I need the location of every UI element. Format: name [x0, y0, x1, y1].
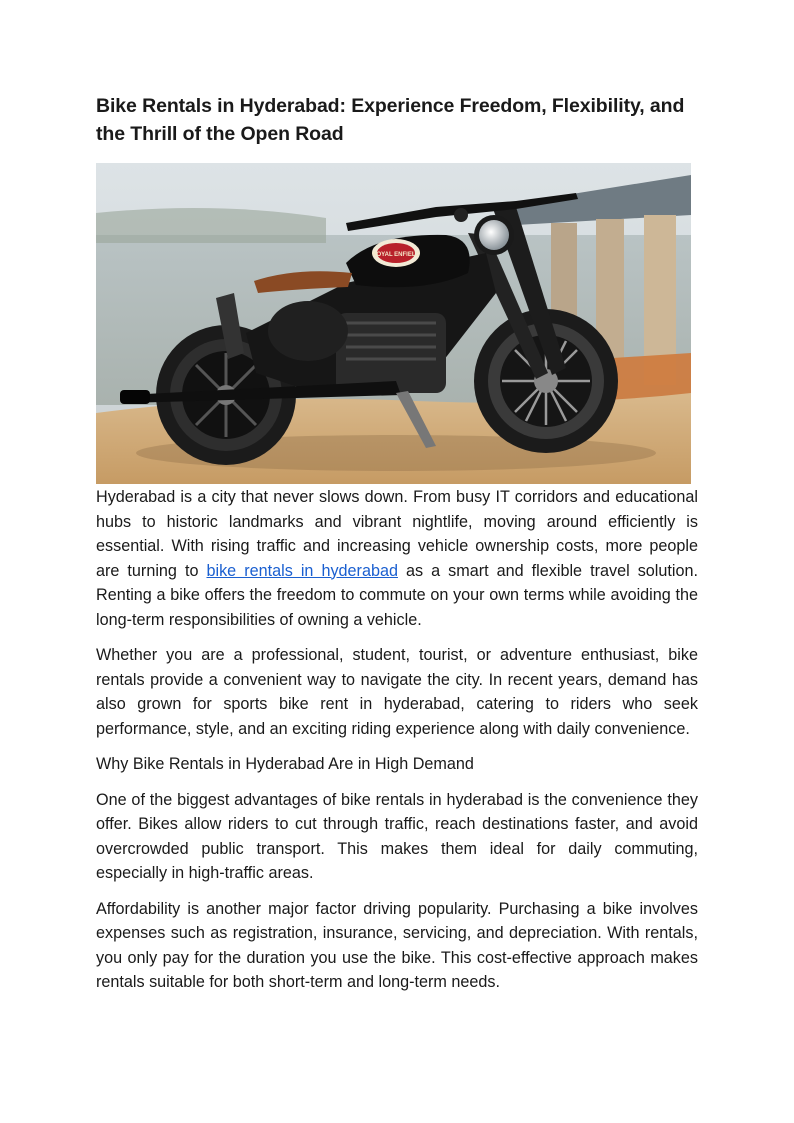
motorcycle-hero-image: [96, 163, 691, 484]
section-heading: Why Bike Rentals in Hyderabad Are in High Demand: [96, 755, 474, 773]
intro-paragraph: [96, 485, 698, 632]
bike-rentals-link[interactable]: bike rentals in hyderabad: [206, 561, 398, 580]
intro-text-before-link: Hyderabad is a city that never slows down. From busy IT corridors and educational hubs to historic landmarks and vibrant nightlife, moving around efficiently is essential. With rising traffic and increasing vehicle ownership costs, more people are turning to: [96, 488, 698, 580]
document-title: Bike Rentals in Hyderabad: Experience Freedom, Flexibility, and the Thrill of the Open Road: [96, 95, 685, 145]
document-page: [96, 92, 698, 995]
audience-paragraph: Whether you are a professional, student, tourist, or adventure enthusiast, bike rentals provide a convenient way to navigate the city. In recent years, demand has also grown for sports bike rent in hyderabad, catering to riders who seek performance, style, and an exciting riding experience along with daily convenience.: [96, 646, 698, 738]
affordability-paragraph: Affordability is another major factor driving popularity. Purchasing a bike involves expenses such as registration, insurance, servicing, and depreciation. With rentals, you only pay for the duration you use the bike. This cost-effective approach makes rentals suitable for both short-term and long-term needs.: [96, 899, 698, 991]
tank-logo-text: ROYAL ENFIELD: [372, 252, 420, 258]
convenience-paragraph: One of the biggest advantages of bike rentals in hyderabad is the convenience they offer. Bikes allow riders to cut through traffic, reach destinations faster, and avoid overcrowded public transport. This makes them ideal for daily commuting, especially in high-traffic areas.: [96, 790, 698, 882]
intro-text-after-link: as a smart and flexible travel solution. Renting a bike offers the freedom to commute on your own terms while avoiding the long-term responsibilities of owning a vehicle.: [96, 561, 698, 629]
